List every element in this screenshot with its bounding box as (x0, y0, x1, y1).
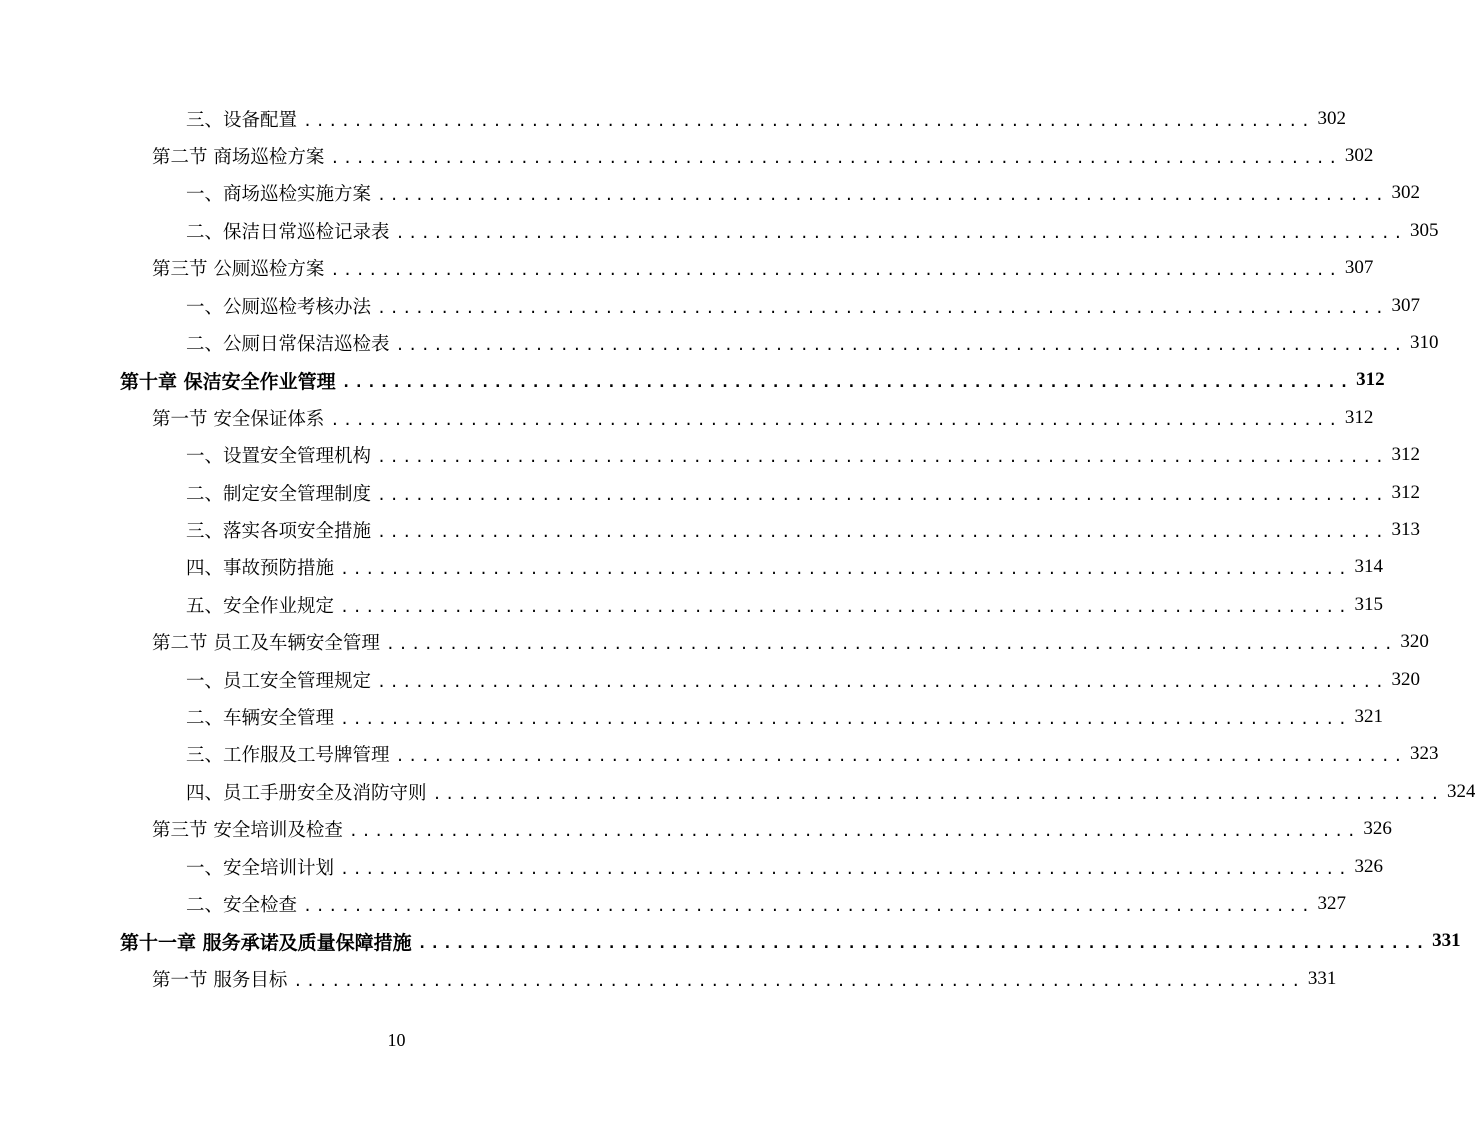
toc-chapter-entry[interactable] (120, 923, 1461, 960)
dot-leader: ................................................................................ (330, 148, 1341, 167)
toc-subsection-entry[interactable] (186, 736, 1439, 773)
toc-entry-title: 五、安全作业规定 (186, 595, 335, 617)
toc-subsection-entry[interactable] (186, 175, 1420, 212)
toc-entry-title: 第一节 安全保证体系 (152, 408, 325, 430)
toc-entry-title: 第二节 员工及车辆安全管理 (152, 633, 380, 655)
toc-section-entry[interactable] (152, 811, 1392, 848)
dot-leader: ................................................................................ (377, 298, 1388, 317)
toc-section-entry[interactable] (152, 624, 1429, 661)
toc-entry-title: 三、落实各项安全措施 (186, 520, 372, 542)
toc-entry-title: 二、安全检查 (186, 894, 298, 916)
dot-leader: ................................................................................ (348, 822, 1360, 841)
toc-entry-title: 一、安全培训计划 (186, 857, 335, 879)
toc-entry-title: 三、工作服及工号牌管理 (186, 745, 390, 767)
toc-subsection-entry[interactable] (186, 474, 1420, 511)
toc-entry-title: 第一节 服务目标 (152, 969, 288, 991)
toc-subsection-entry[interactable] (186, 848, 1383, 885)
toc-entry-page: 314 (1354, 556, 1383, 578)
toc-subsection-entry[interactable] (186, 511, 1420, 548)
dot-leader: ................................................................................ (377, 522, 1388, 541)
toc-chapter-entry[interactable] (120, 362, 1385, 399)
dot-leader: ................................................................................ (395, 747, 1406, 766)
dot-leader: ................................................................................ (330, 261, 1341, 280)
toc-entry-title: 第三节 公厕巡检方案 (152, 259, 325, 281)
toc-subsection-entry[interactable] (186, 287, 1420, 324)
toc-entry-page: 307 (1391, 294, 1420, 316)
toc-entry-page: 313 (1391, 518, 1420, 540)
toc-subsection-entry[interactable] (186, 885, 1346, 922)
toc-entry-title: 二、车辆安全管理 (186, 707, 335, 729)
toc-subsection-entry[interactable] (186, 100, 1346, 137)
toc-entry-page: 321 (1354, 705, 1383, 727)
toc-entry-page: 326 (1363, 818, 1392, 840)
page-number: 10 (387, 1030, 406, 1050)
toc-subsection-entry[interactable] (186, 773, 1475, 810)
toc-entry-title: 第十章 保洁安全作业管理 (120, 370, 336, 393)
dot-leader: ................................................................................ (293, 971, 1304, 990)
toc-entry-page: 302 (1391, 182, 1420, 204)
dot-leader: ................................................................................ (303, 896, 1314, 915)
toc-entry-title: 第十一章 服务承诺及质量保障措施 (120, 931, 412, 954)
toc-entry-title: 二、公厕日常保洁巡检表 (186, 333, 390, 355)
toc-entry-title: 二、保洁日常巡检记录表 (186, 221, 390, 243)
toc-entry-title: 第三节 安全培训及检查 (152, 820, 343, 842)
toc-entry-page: 331 (1307, 967, 1337, 989)
toc-entry-page: 323 (1409, 743, 1439, 765)
dot-leader: ................................................................................ (417, 934, 1429, 953)
dot-leader: ................................................................................ (377, 485, 1388, 504)
dot-leader: ................................................................................ (340, 709, 1351, 728)
dot-leader: ................................................................................ (377, 186, 1388, 205)
dot-leader: ................................................................................ (330, 410, 1341, 429)
toc-section-entry[interactable] (152, 399, 1374, 436)
toc-subsection-entry[interactable] (186, 661, 1420, 698)
dot-leader: ................................................................................ (395, 335, 1406, 354)
toc-entry-title: 一、公厕巡检考核办法 (186, 296, 372, 318)
toc-subsection-entry[interactable] (186, 324, 1439, 361)
toc-entry-page: 312 (1356, 369, 1385, 391)
toc-entry-title: 一、设置安全管理机构 (186, 446, 372, 468)
toc-entry-page: 302 (1344, 144, 1374, 166)
toc-section-entry[interactable] (152, 960, 1337, 997)
toc-entry-page: 312 (1391, 444, 1420, 466)
toc-entry-page: 324 (1446, 780, 1475, 802)
toc-section-entry[interactable] (152, 250, 1374, 287)
toc-entry-page: 326 (1354, 855, 1383, 877)
toc-entry-title: 三、设备配置 (186, 109, 298, 131)
toc-section-entry[interactable] (152, 137, 1374, 174)
dot-leader: ................................................................................ (385, 635, 1397, 654)
dot-leader: ................................................................................ (377, 672, 1388, 691)
toc-entry-page: 320 (1391, 668, 1420, 690)
dot-leader: ................................................................................ (377, 448, 1388, 467)
dot-leader: ................................................................................ (432, 784, 1443, 803)
dot-leader: ................................................................................ (395, 223, 1406, 242)
toc-entry-title: 四、员工手册安全及消防守则 (186, 782, 427, 804)
toc-entry-title: 一、商场巡检实施方案 (186, 184, 372, 206)
toc-entry-title: 第二节 商场巡检方案 (152, 146, 325, 168)
toc-entry-page: 302 (1317, 107, 1346, 129)
toc-entry-page: 307 (1344, 257, 1374, 279)
toc-entry-title: 二、制定安全管理制度 (186, 483, 372, 505)
dot-leader: ................................................................................ (340, 597, 1351, 616)
toc-subsection-entry[interactable] (186, 586, 1383, 623)
dot-leader: ................................................................................ (340, 859, 1351, 878)
toc-subsection-entry[interactable] (186, 437, 1420, 474)
toc-entry-page: 310 (1409, 331, 1439, 353)
toc-entry-page: 327 (1317, 892, 1346, 914)
toc-entry-title: 一、员工安全管理规定 (186, 670, 372, 692)
toc-entry-page: 315 (1354, 593, 1383, 615)
toc-entry-title: 四、事故预防措施 (186, 558, 335, 580)
toc-entry-page: 320 (1400, 631, 1429, 653)
dot-leader: ................................................................................ (340, 560, 1351, 579)
toc-subsection-entry[interactable] (186, 698, 1383, 735)
toc-entry-page: 312 (1344, 406, 1374, 428)
toc-entry-page: 312 (1391, 481, 1420, 503)
toc-entry-page: 305 (1409, 219, 1439, 241)
toc-subsection-entry[interactable] (186, 212, 1439, 249)
dot-leader: ................................................................................ (303, 111, 1314, 130)
dot-leader: ................................................................................ (341, 373, 1353, 392)
toc-entry-page: 331 (1432, 930, 1461, 952)
toc-subsection-entry[interactable] (186, 549, 1383, 586)
